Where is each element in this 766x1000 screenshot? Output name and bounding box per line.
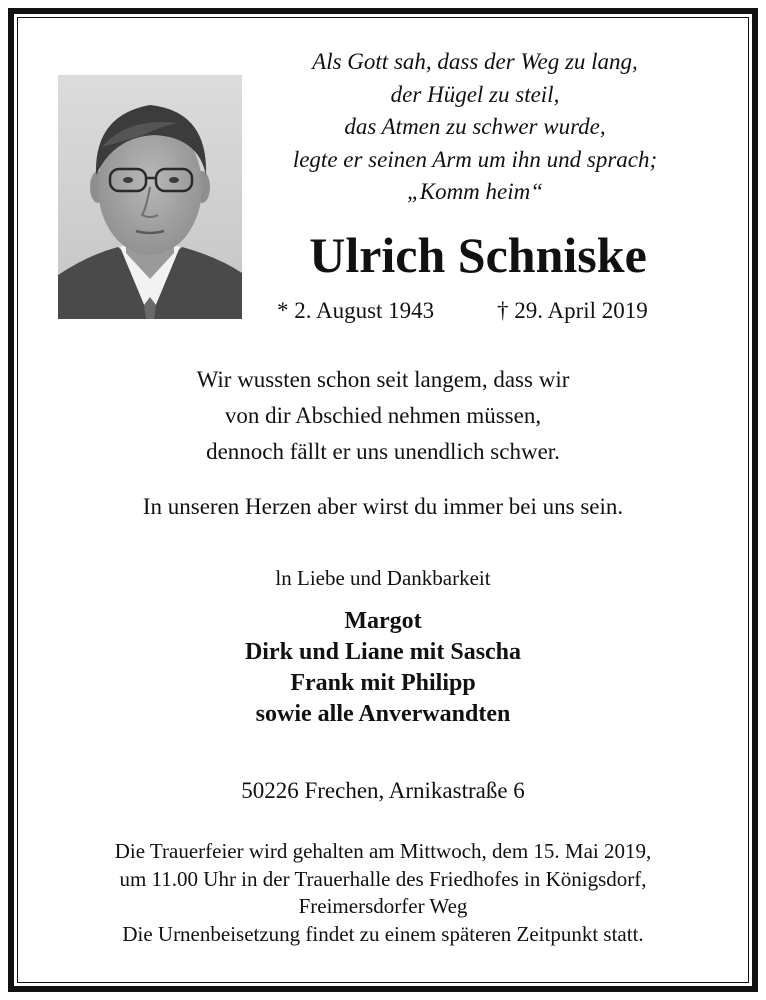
mourner-name: Margot (344, 608, 422, 634)
mourners-list (20, 606, 746, 730)
poem-line: legte er seinen Arm um ihn und sprach; (292, 146, 658, 172)
poem-line: Als Gott sah, dass der Weg zu lang, (312, 49, 638, 74)
poem-line: das Atmen zu schwer wurde, (344, 114, 606, 139)
farewell-message (20, 362, 746, 470)
message-line: von dir Abschied nehmen müssen, (224, 403, 542, 428)
message-line: dennoch fällt er uns unendlich schwer. (206, 439, 560, 464)
poem-line: der Hügel zu steil, (390, 81, 560, 107)
service-line: Freimersdorfer Weg (298, 894, 468, 918)
mourners-intro: ln Liebe und Dankbarkeit (275, 566, 491, 590)
hearts-line: In unseren Herzen aber wirst du immer bei uns sein. (142, 494, 624, 519)
mourner-name: sowie alle Anverwandten (255, 701, 511, 727)
service-line: um 11.00 Uhr in der Trauerhalle des Friedhofes in Königsdorf, (119, 866, 647, 891)
family-address: 50226 Frechen, Arnikastraße 6 (241, 778, 525, 803)
death-date: † 29. April 2019 (497, 298, 648, 323)
service-details (20, 838, 746, 948)
service-line: Die Urnenbeisetzung findet zu einem späteren Zeitpunkt statt. (122, 921, 644, 946)
message-line: Wir wussten schon seit langem, dass wir (196, 367, 570, 392)
deceased-name: Ulrich Schniske (309, 227, 647, 283)
mourner-name: Frank mit Philipp (290, 670, 476, 696)
birth-date: * 2. August 1943 (277, 298, 435, 323)
service-line: Die Trauerfeier wird gehalten am Mittwoch, dem 15. Mai 2019, (114, 839, 652, 863)
mourner-name: Dirk und Liane mit Sascha (244, 639, 522, 665)
portrait-photo (58, 75, 242, 319)
poem-line: „Komm heim“ (406, 179, 544, 204)
poem (240, 46, 710, 209)
